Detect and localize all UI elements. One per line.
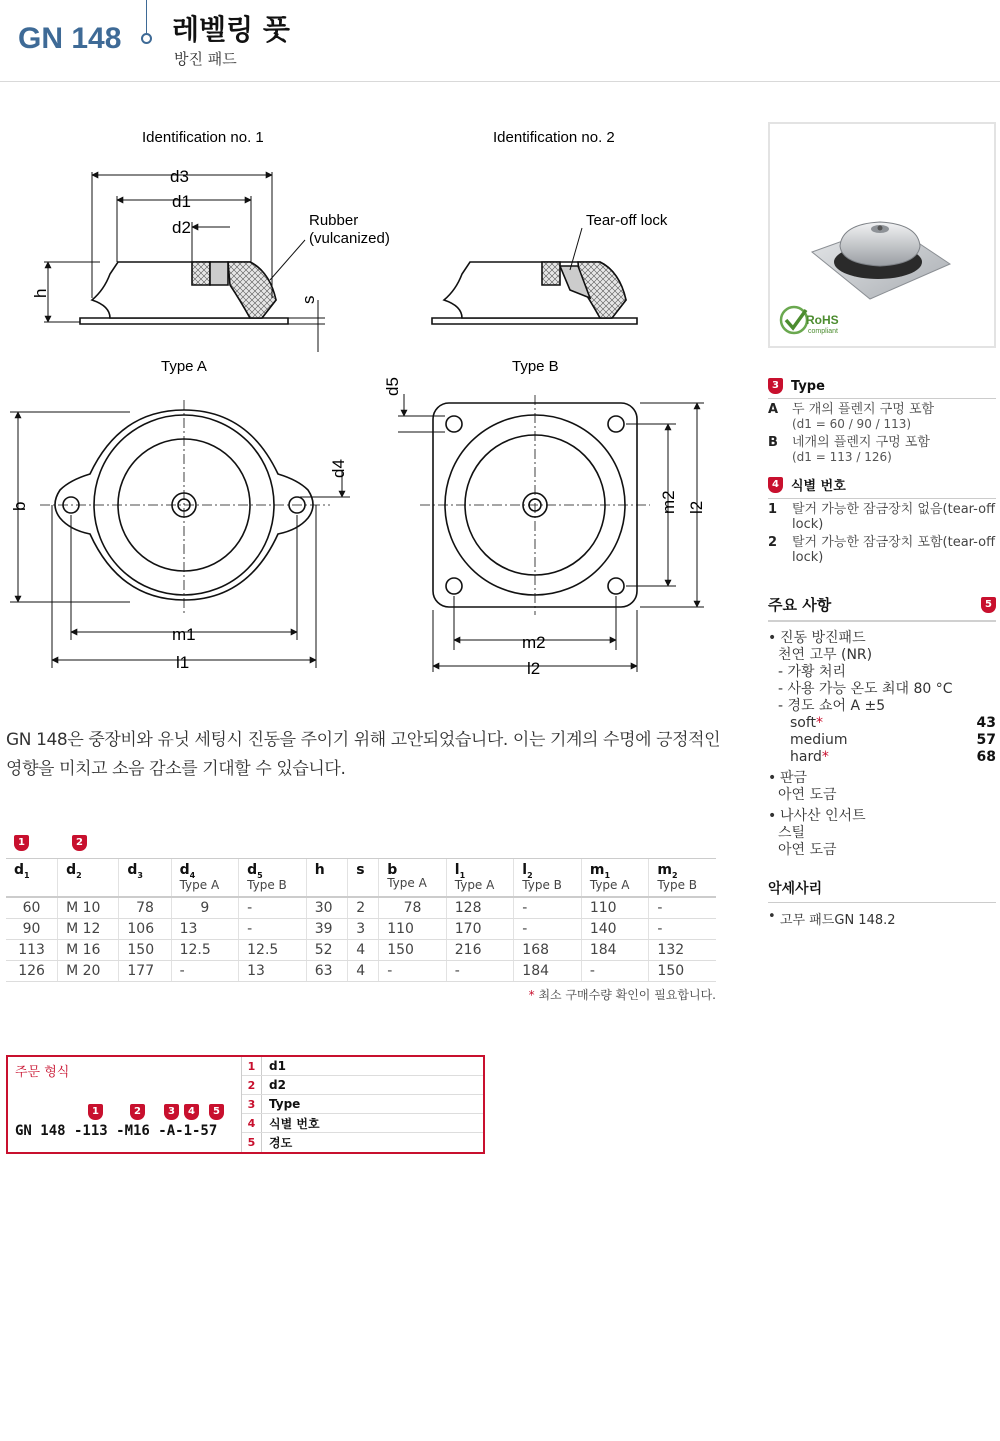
col-b: b Type A xyxy=(379,859,447,897)
header-divider xyxy=(146,0,147,34)
feature-sub: - 사용 가능 온도 최대 80 °C xyxy=(778,681,953,697)
type-title: Type xyxy=(791,378,825,394)
table-row: 90 M 12 106 13 - 39 3 110 170 - 140 - xyxy=(6,918,716,939)
col-d4: $d_4$ Type A xyxy=(171,859,239,897)
col-d2: $d_2$ xyxy=(58,859,119,897)
id-key-2: 2 xyxy=(768,535,778,550)
vulcanized-label: (vulcanized) xyxy=(309,230,390,247)
table-row: 113 M 16 150 12.5 12.5 52 4 150 216 168 184 132 xyxy=(6,939,716,960)
page-header xyxy=(0,0,1000,82)
feature-item: • 판금 xyxy=(768,770,996,787)
feature-sub: - 가황 처리 xyxy=(778,664,847,680)
order-legend-row: 4 식별 번호 xyxy=(242,1114,483,1133)
page-subtitle: 방진 패드 xyxy=(174,50,237,68)
order-marker-5: 5 xyxy=(209,1104,224,1120)
dim-d4: d4 xyxy=(329,459,348,478)
order-legend xyxy=(241,1057,483,1152)
dim-m2: m2 xyxy=(522,633,546,652)
type-note-a: (d1 = 60 / 90 / 113) xyxy=(792,417,912,431)
order-title: 주문 형식 xyxy=(15,1065,70,1080)
feature-material: 아연 도금 xyxy=(778,787,837,803)
accessories-section xyxy=(768,878,996,928)
order-marker-4: 4 xyxy=(184,1104,199,1120)
type-key-b: B xyxy=(768,435,778,450)
order-legend-row: 5 경도 xyxy=(242,1133,483,1152)
feature-item: • 진동 방진패드 xyxy=(768,630,996,647)
order-legend-row: 1 d1 xyxy=(242,1057,483,1076)
dim-h: h xyxy=(31,288,50,298)
tearoff-label: Tear-off lock xyxy=(586,212,668,229)
product-photo xyxy=(768,122,996,348)
table-row: 60 M 10 78 9 - 30 2 78 128 - 110 - xyxy=(6,897,716,919)
type-text-a: 두 개의 플렌지 구멍 포함 xyxy=(792,402,935,417)
type-text-b: 네개의 플렌지 구멍 포함 xyxy=(792,435,930,450)
product-code: GN 148 xyxy=(18,22,122,55)
side-view-id2 xyxy=(432,262,637,324)
id-row-2 xyxy=(768,535,996,565)
col-l2: $l_2$ Type B xyxy=(514,859,582,897)
dim-d1: d1 xyxy=(172,192,191,211)
features-section xyxy=(768,594,996,859)
col-d1: $d_1$ xyxy=(6,859,58,897)
hardness-row: hard* 68 xyxy=(790,749,996,765)
type-key-a: A xyxy=(768,402,779,417)
dim-d3: d3 xyxy=(170,167,189,186)
feature-material: 천연 고무 (NR) xyxy=(778,647,873,663)
hardness-row: soft* 43 xyxy=(790,715,996,731)
id-section xyxy=(768,475,996,565)
technical-drawings xyxy=(0,110,740,700)
feature-material: 스틸 xyxy=(778,825,806,841)
type-note-b: (d1 = 113 / 126) xyxy=(792,450,892,464)
id-header xyxy=(768,475,996,499)
order-marker-1: 1 xyxy=(88,1104,103,1120)
marker-1: 1 xyxy=(14,835,29,851)
feature-material: 아연 도금 xyxy=(778,842,837,858)
col-l1: $l_1$ Type A xyxy=(446,859,514,897)
dim-d2: d2 xyxy=(172,218,191,237)
table-footnote: * 최소 구매수량 확인이 필요합니다. xyxy=(528,988,716,1002)
col-m2: $m_2$ Type B xyxy=(649,859,716,897)
order-legend-row: 2 d2 xyxy=(242,1076,483,1095)
hardness-row: medium 57 xyxy=(790,732,996,748)
order-code: GN 148 -113 -M16 -A-1-57 xyxy=(15,1123,218,1139)
rohs-compliant: compliant xyxy=(808,328,838,335)
marker-4: 4 xyxy=(768,477,783,493)
dim-l1: l1 xyxy=(176,653,190,672)
features-title: 주요 사항 xyxy=(768,596,832,614)
dim-l2: l2 xyxy=(527,659,541,678)
id-row-1 xyxy=(768,502,996,532)
type-header xyxy=(768,378,996,399)
accessory-link[interactable]: • 고무 패드GN 148.2 xyxy=(768,909,996,928)
col-d5: $d_5$ Type B xyxy=(239,859,307,897)
dimensions-table xyxy=(6,858,716,982)
dim-m2-vertical: m2 xyxy=(659,490,678,514)
type-row-b xyxy=(768,435,996,465)
dim-b: b xyxy=(10,501,29,511)
dim-l2-vertical: l2 xyxy=(687,500,706,514)
marker-2: 2 xyxy=(72,835,87,851)
order-marker-2: 2 xyxy=(130,1104,145,1120)
type-b-label: Type B xyxy=(512,358,559,375)
feature-sub: - 경도 쇼어 A ±5 xyxy=(778,698,886,714)
marker-5: 5 xyxy=(981,597,996,613)
features-list xyxy=(768,630,996,859)
hardness-value: 57 xyxy=(976,732,996,748)
order-legend-row: 3 Type xyxy=(242,1095,483,1114)
feature-item: • 나사산 인서트 xyxy=(768,808,996,825)
product-description: GN 148은 중장비와 유닛 세팅시 진동을 주이기 위해 고안되었습니다. 이는 기계의 수명에 긍정적인 영향을 미치고 소음 감소를 기대할 수 있습니다. xyxy=(6,730,721,779)
order-example xyxy=(6,1055,485,1154)
col-h: h xyxy=(306,859,348,897)
hardness-value: 68 xyxy=(976,749,996,765)
header-dot xyxy=(141,33,152,44)
id-title: 식별 번호 xyxy=(791,479,846,494)
hardness-value: 43 xyxy=(976,715,996,731)
id-key-1: 1 xyxy=(768,502,778,517)
id1-label: Identification no. 1 xyxy=(142,129,264,146)
table-row: 126 M 20 177 - 13 63 4 - - 184 - 150 xyxy=(6,960,716,981)
accessories-title: 악세사리 xyxy=(768,878,996,903)
dim-s: s xyxy=(299,295,318,304)
features-header xyxy=(768,594,996,622)
rohs-badge: RoHS xyxy=(806,313,839,327)
order-marker-3: 3 xyxy=(164,1104,179,1120)
side-view-id1 xyxy=(80,262,288,324)
col-d3: $d_3$ xyxy=(119,859,171,897)
table-header-row xyxy=(6,859,716,897)
type-row-a xyxy=(768,402,996,432)
id-text-2: 탈거 가능한 잠금장치 포함(tear-off lock) xyxy=(792,535,996,565)
rubber-label: Rubber xyxy=(309,212,359,229)
id2-label: Identification no. 2 xyxy=(493,129,615,146)
type-section xyxy=(768,378,996,465)
dim-d5: d5 xyxy=(383,377,402,396)
product-image xyxy=(770,124,994,346)
dim-m1: m1 xyxy=(172,625,196,644)
col-m1: $m_1$ Type A xyxy=(581,859,649,897)
page-title: 레벨링 풋 xyxy=(172,13,290,46)
col-s: s xyxy=(348,859,379,897)
marker-3: 3 xyxy=(768,378,783,394)
type-a-label: Type A xyxy=(161,358,207,375)
id-text-1: 탈거 가능한 잠금장치 없음(tear-off lock) xyxy=(792,502,996,532)
